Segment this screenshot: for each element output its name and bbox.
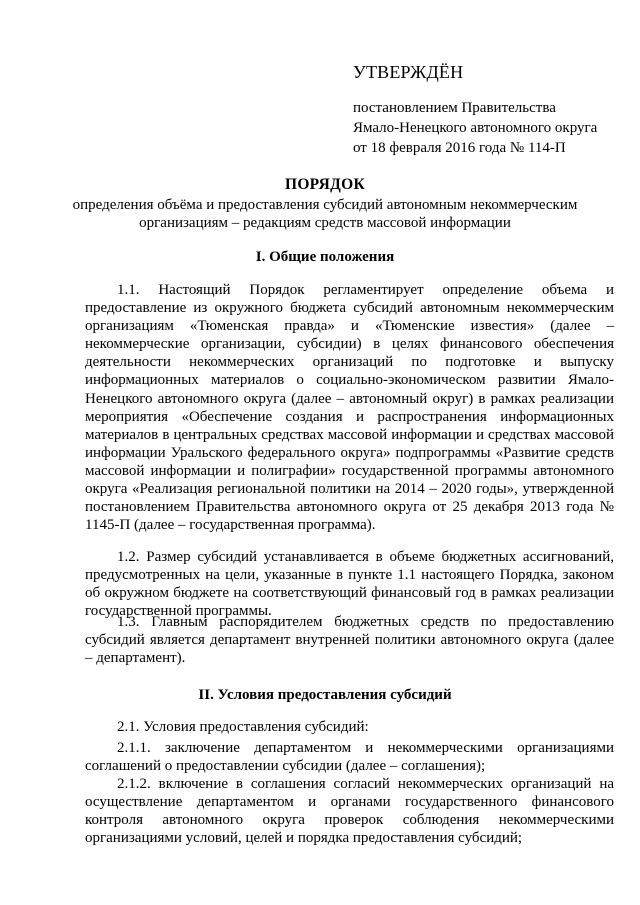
paragraph-2-1: 2.1. Условия предоставления субсидий: [117,719,369,735]
document-subtitle: определения объёма и предоставления субсидий автономным некоммерческим организациям – редакциям средств массовой информации [72,197,578,231]
paragraph-1-2: 1.2. Размер субсидий устанавливается в объеме бюджетных ассигнований, предусмотренных на цели, указанные в пункте 1.1 настоящего Порядка, законом об окружном бюджете на соответствующий финансовый год в рамках реализации государственной программы. [85,549,614,620]
approval-block [353,60,623,158]
paragraph-1-1: 1.1. Настоящий Порядок регламентирует определение объема и предоставление из окружного бюджета субсидий автономным некоммерческим организациям «Тюменская правда» и «Тюменские известия» (далее – некоммерческие организации, субсидии) в целях финансового обеспечения деятельности некоммерческих организаций по подготовке и выпуску информационных материалов о социально-экономическом развитии Ямало-Ненецкого автономного округа (далее – автономный округ) в рамках реализации мероприятия «Обеспечение создания и распространения информационных материалов в центральных средствах массовой информации и средствах массовой информации Уральского федерального округа» подпрограммы «Развитие средств массовой информации и полиграфии» государственной программы автономного округа «Реализация региональной политики на 2014 – 2020 годы», утвержденной постановлением Правительства автономного округа от 25 декабря 2013 года № 1145-П (далее – государственная программа). [85,282,614,534]
section-heading-conditions: II. Условия предоставления субсидий [198,687,452,703]
paragraph-2-1-2: 2.1.2. включение в соглашения согласий некоммерческих организаций на осуществление департаментом и органами государственного финансового контроля автономного округа проверок соблюдения некоммерческими организациями условий, целей и порядка предоставления субсидий; [85,776,614,847]
approval-line-government: Ямало-Ненецкого автономного округа [353,120,598,136]
paragraph-2-1-1: 2.1.1. заключение департаментом и некоммерческими организациями соглашений о предоставлении субсидии (далее – соглашения); [85,740,614,775]
paragraph-1-3: 1.3. Главным распорядителем бюджетных средств по предоставлению субсидий является департамент внутренней политики автономного округа (далее – департамент). [85,614,614,667]
approval-line-date: от 18 февраля 2016 года № 114-П [353,140,566,156]
document-title: ПОРЯДОК [284,176,366,193]
approval-line-resolution: постановлением Правительства [353,100,556,116]
section-heading-general: I. Общие положения [255,249,395,265]
approved-label: УТВЕРЖДЁН [353,62,464,82]
